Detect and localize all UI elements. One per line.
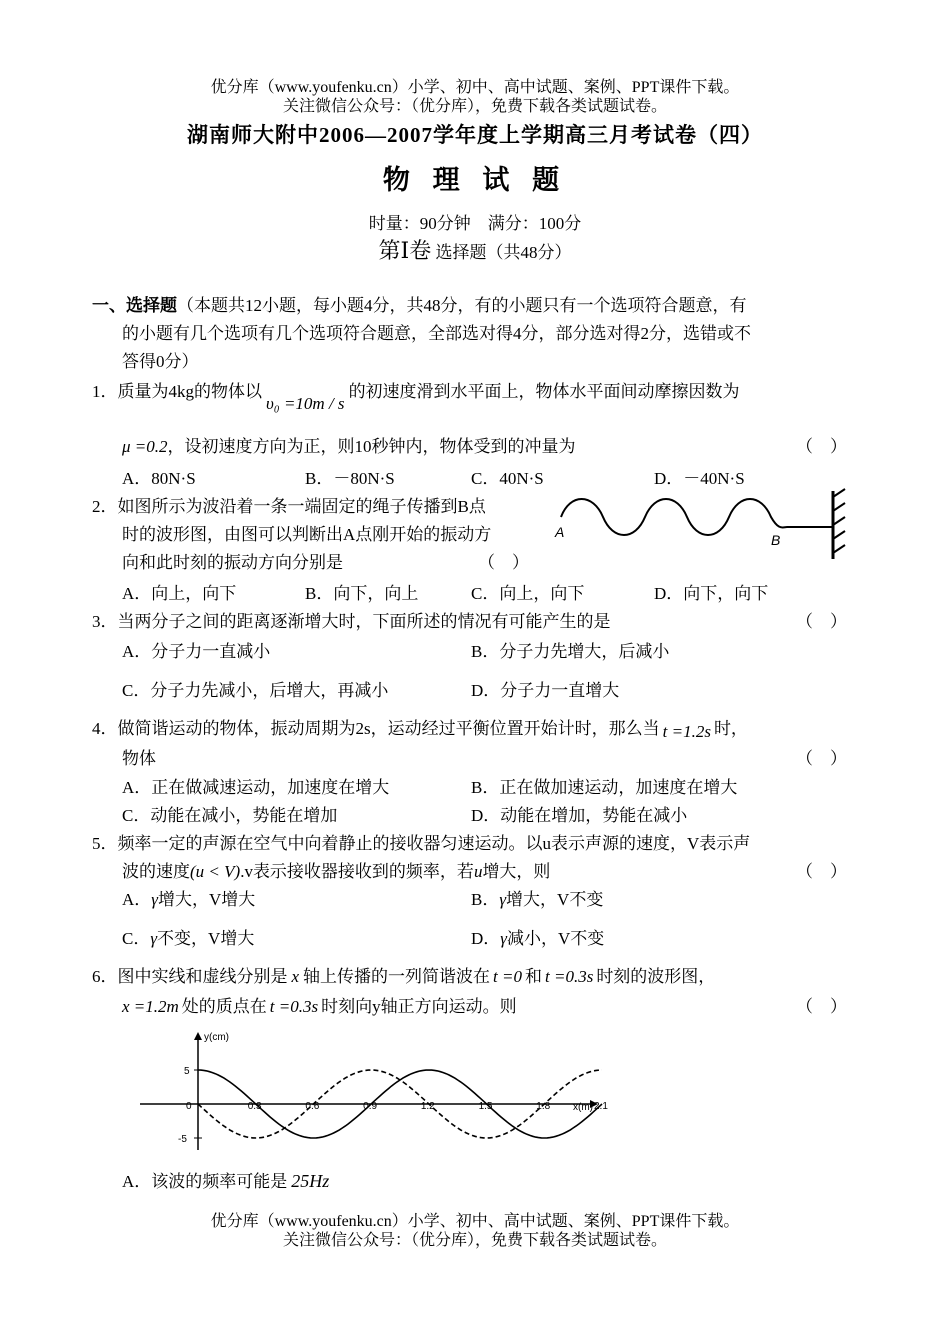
- exam-meta: 时量：90分钟 满分：100分: [368, 214, 582, 233]
- exam-title: 湖南师大附中2006—2007学年度上学期高三月考试卷（四）: [187, 123, 763, 147]
- q5-formula-uv: (u < V): [190, 862, 241, 881]
- q5-formula-u: u: [473, 862, 483, 881]
- section-intro-line2: 的小题有几个选项有几个选项符合题意，全部选对得4分，部分选对得2分，选错或不: [122, 324, 751, 343]
- q6-formula-t03: t =0.3s: [545, 967, 594, 986]
- q5-line2: 波的速度(u < V).v表示接收器接收到的频率，若u增大，则: [122, 862, 551, 881]
- q1-formula-mu: μ =0.2: [122, 437, 168, 456]
- q1-option-c[interactable]: C．40N·S: [471, 469, 544, 488]
- q1-answer-blank[interactable]: （ ）: [796, 437, 847, 456]
- q2-option-c[interactable]: C．向上，向下: [471, 584, 585, 603]
- q5-line1: 5．频率一定的声源在空气中向着静止的接收器匀速运动。以u表示声源的速度，V表示声: [92, 834, 751, 853]
- y-axis-arrow: [194, 1032, 202, 1040]
- q4-formula-t: t =1.2s: [662, 722, 711, 741]
- subject-title: 物 理 试 题: [382, 165, 568, 195]
- y-tick-label: 5: [184, 1066, 190, 1077]
- x-tick-label: 1.8: [536, 1101, 551, 1112]
- x-tick-label: 0.6: [305, 1101, 320, 1112]
- q1-option-a[interactable]: A．80N·S: [122, 469, 196, 488]
- section-head: 一、选择题: [92, 296, 177, 315]
- x-tick-label: 1.5: [478, 1101, 493, 1112]
- q3-option-d[interactable]: D．分子力一直增大: [471, 681, 620, 700]
- q2-label-b: B: [771, 532, 781, 548]
- chart-axes: [140, 1032, 598, 1150]
- x-tick-label: 0: [186, 1101, 192, 1112]
- q5-answer-blank[interactable]: （ ）: [796, 862, 847, 881]
- x-tick-label: 1.2: [420, 1101, 435, 1112]
- q5-option-d[interactable]: D．γ减小，V不变: [471, 929, 605, 948]
- q3-option-b[interactable]: B．分子力先增大，后减小: [471, 642, 670, 661]
- chart-labels: [178, 1032, 608, 1145]
- x-tick-label: 2.1: [594, 1101, 608, 1112]
- q4-answer-blank[interactable]: （ ）: [796, 749, 847, 768]
- section-intro-line3: 答得0分）: [122, 352, 199, 371]
- q4-option-a[interactable]: A．正在做减速运动，加速度在增大: [122, 778, 390, 797]
- q6-answer-blank[interactable]: （ ）: [796, 997, 847, 1016]
- x-tick-label: 0.3: [247, 1101, 262, 1112]
- part-small-label: 选择题（共48分）: [435, 243, 572, 262]
- q6-formula-x: x =1.2m: [122, 997, 179, 1016]
- y-axis-label: y(cm): [204, 1032, 229, 1043]
- q2-wall-hatch: [833, 489, 845, 553]
- q4-line2: 物体: [122, 749, 156, 768]
- q2-rope-wave-figure: [555, 487, 855, 559]
- q2-label-a: A: [555, 524, 565, 540]
- q6-line2: x =1.2m 处的质点在 t =0.3s 时刻向y轴正方向运动。则: [122, 997, 517, 1016]
- q6-formula-t03b: t =0.3s: [269, 997, 319, 1016]
- q1-line2: μ =0.2，设初速度方向为正，则10秒钟内，物体受到的冲量为: [122, 437, 576, 456]
- q5-option-a[interactable]: A．γ增大，V增大: [122, 890, 256, 909]
- q6-line1: 6．图中实线和虚线分别是 x 轴上传播的一列简谐波在 t =0 和 t =0.3s 时刻的波形图，: [92, 967, 716, 986]
- q2-answer-blank[interactable]: （ ）: [478, 553, 529, 572]
- q6-formula-freq: 25Hz: [291, 1171, 330, 1191]
- q3-option-a[interactable]: A．分子力一直减小: [122, 642, 271, 661]
- q6-formula-t0: t =0: [493, 967, 522, 986]
- q3-option-c[interactable]: C．分子力先减小，后增大，再减小: [122, 681, 389, 700]
- q2-option-b[interactable]: B．向下，向上: [305, 584, 419, 603]
- q1-option-b[interactable]: B．－80N·S: [305, 469, 395, 488]
- q2-option-d[interactable]: D．向下，向下: [654, 584, 769, 603]
- q4-line1: 4．做简谐运动的物体，振动周期为2s，运动经过平衡位置开始计时，那么当 t =1.2s 时，: [92, 719, 748, 741]
- q1-formula-v0: υ₀ =10m / s: [266, 394, 345, 413]
- q5-option-b[interactable]: B．γ增大，V不变: [471, 890, 604, 909]
- site-footer-line2: 关注微信公众号：（优分库），免费下载各类试题试卷。: [282, 1232, 667, 1249]
- part-heading: [0, 234, 950, 265]
- q1-line1: 1．质量为4kg的物体以υ₀ =10m / s的初速度滑到水平面上，物体水平面间动摩擦因数为: [92, 382, 740, 413]
- q2-option-a[interactable]: A．向上，向下: [122, 584, 237, 603]
- x-axis-label: x(m): [573, 1102, 593, 1113]
- q2-line1: 2．如图所示为波沿着一条一端固定的绳子传播到B点: [92, 497, 486, 516]
- x-tick-label: 0.9: [363, 1101, 378, 1112]
- section-intro-line1: 一、选择题（本题共12小题，每小题4分，共48分，有的小题只有一个选项符合题意，有: [92, 296, 747, 315]
- q4-option-c[interactable]: C．动能在减小，势能在增加: [122, 806, 338, 825]
- q4-option-b[interactable]: B．正在做加速运动，加速度在增大: [471, 778, 738, 797]
- q2-line2: 时的波形图，由图可以判断出A点刚开始的振动方: [122, 525, 492, 544]
- q6-wave-chart: [135, 1028, 608, 1158]
- q2-wave-curve: [561, 499, 787, 535]
- site-footer-line1: 优分库（www.youfenku.cn）小学、初中、高中试题、案例、PPT课件下载。: [210, 1213, 740, 1230]
- q3-line1: 3．当两分子之间的距离逐渐增大时，下面所述的情况有可能产生的是: [92, 612, 611, 631]
- part-big-label: 第Ⅰ卷: [378, 238, 432, 263]
- site-header-line2: 关注微信公众号：（优分库），免费下载各类试题试卷。: [282, 98, 667, 115]
- y-tick-label: -5: [178, 1134, 187, 1145]
- q2-line3: 向和此时刻的振动方向分别是: [122, 553, 343, 572]
- site-header-line1: 优分库（www.youfenku.cn）小学、初中、高中试题、案例、PPT课件下载。: [210, 79, 740, 96]
- q3-answer-blank[interactable]: （ ）: [796, 612, 847, 631]
- q5-option-c[interactable]: C．γ不变，V增大: [122, 929, 255, 948]
- q1-option-d[interactable]: D．－40N·S: [654, 469, 745, 488]
- q6-option-a[interactable]: A．该波的频率可能是 25Hz: [122, 1171, 330, 1191]
- q4-option-d[interactable]: D．动能在增加，势能在减小: [471, 806, 688, 825]
